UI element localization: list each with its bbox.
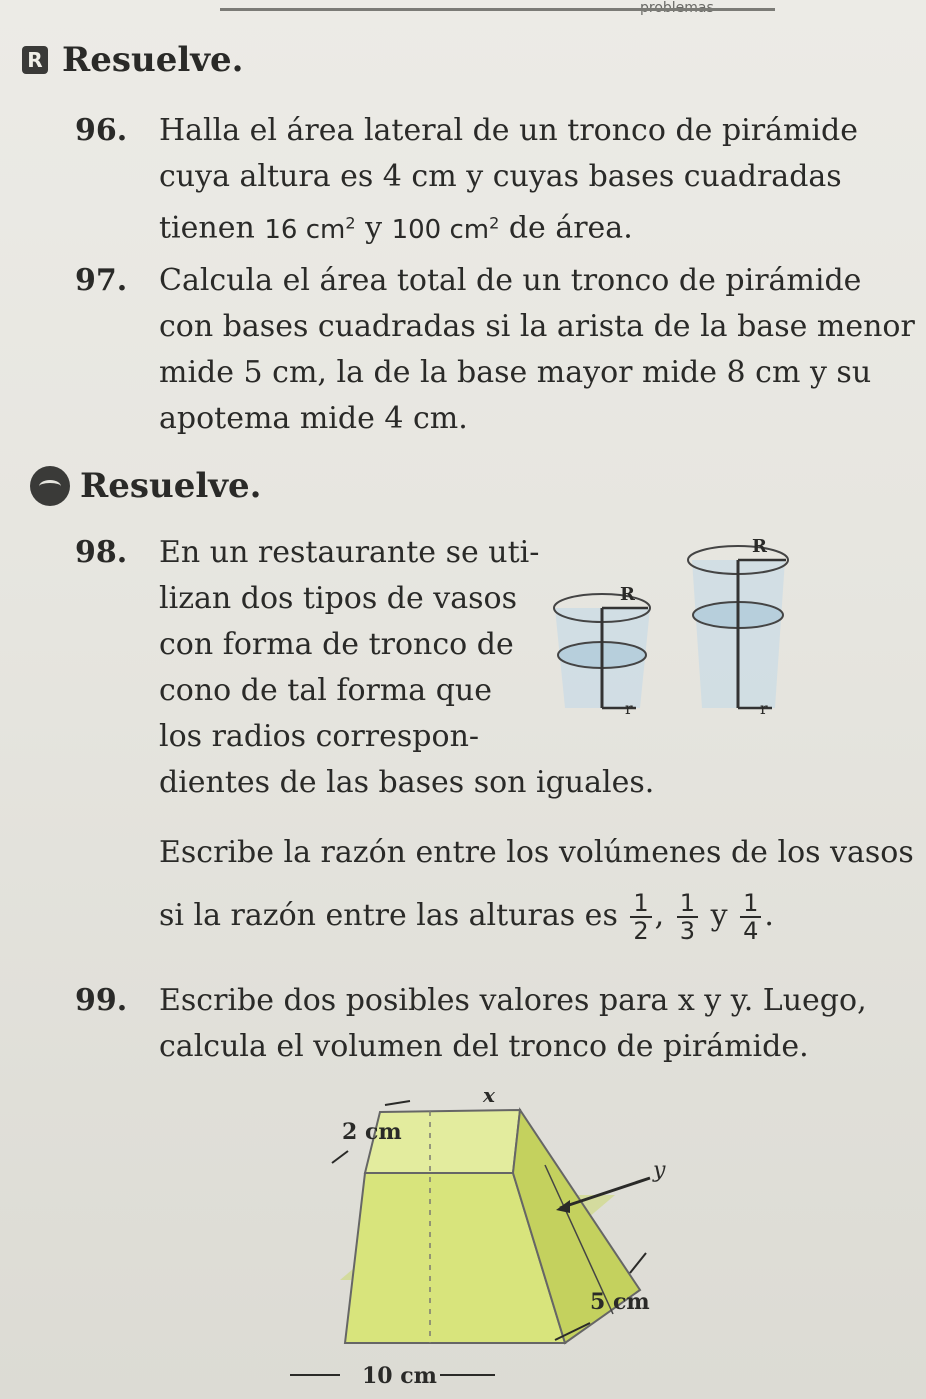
problem-line: Escribe la razón entre los volúmenes de los vasos bbox=[159, 835, 914, 870]
problem-solving-icon bbox=[30, 466, 70, 506]
section-heading-1 bbox=[22, 40, 244, 80]
problem-99 bbox=[75, 978, 867, 1070]
area-value: 16 $cm^2$ bbox=[264, 213, 356, 245]
problem-number: 98. bbox=[75, 535, 128, 570]
problem-line: mide 5 cm, la de la base mayor mide 8 cm y su bbox=[159, 355, 872, 390]
problem-line: con forma de tronco de bbox=[159, 627, 514, 662]
glasses-figure bbox=[540, 530, 800, 740]
problem-line: Calcula el área total de un tronco de pirámide bbox=[159, 263, 862, 298]
conjunction: y bbox=[710, 898, 728, 933]
tall-glass bbox=[688, 536, 788, 718]
frustum-figure bbox=[270, 1075, 690, 1395]
fraction: $\frac{1}{2}$ bbox=[630, 890, 651, 944]
section-title: Resuelve. bbox=[62, 40, 244, 80]
section-title: Resuelve. bbox=[80, 466, 262, 506]
area-value: 100 $cm^2$ bbox=[391, 213, 500, 245]
period: . bbox=[764, 898, 774, 933]
header-rule bbox=[220, 8, 775, 11]
fraction: $\frac{1}{4}$ bbox=[740, 890, 761, 944]
figure-label-top-height: 2 cm bbox=[342, 1119, 402, 1145]
problem-line: Escribe dos posibles valores para x y y. Luego, bbox=[159, 983, 867, 1018]
text-fragment: si la razón entre las alturas es bbox=[159, 898, 618, 933]
problem-line: apotema mide 4 cm. bbox=[159, 401, 468, 436]
fraction: $\frac{1}{3}$ bbox=[677, 890, 698, 944]
r-badge-icon: R bbox=[22, 46, 48, 74]
problem-line: los radios correspon- bbox=[159, 719, 480, 754]
short-glass bbox=[554, 584, 650, 718]
problem-line bbox=[159, 200, 858, 253]
problem-line: cono de tal forma que bbox=[159, 673, 493, 708]
figure-label: R bbox=[620, 584, 635, 605]
problem-line: lizan dos tipos de vasos bbox=[159, 581, 517, 616]
figure-label-side: 5 cm bbox=[590, 1289, 650, 1315]
problem-96 bbox=[75, 108, 858, 253]
figure-label: R bbox=[752, 536, 767, 557]
text-fragment: de área. bbox=[508, 210, 633, 246]
figure-label: r bbox=[625, 699, 633, 718]
comma: , bbox=[654, 898, 665, 933]
figure-label-x: x bbox=[483, 1083, 495, 1107]
section-heading-2 bbox=[30, 466, 262, 506]
conjunction: y bbox=[365, 210, 383, 246]
problem-line: En un restaurante se uti- bbox=[159, 535, 540, 570]
text-fragment: tienen bbox=[159, 210, 255, 246]
problem-number: 99. bbox=[75, 983, 128, 1018]
figure-label: r bbox=[760, 699, 768, 718]
problem-number: 96. bbox=[75, 113, 128, 148]
problem-line: Halla el área lateral de un tronco de pirámide bbox=[159, 113, 858, 148]
problem-line: con bases cuadradas si la arista de la base menor bbox=[159, 309, 915, 344]
figure-label-y: y bbox=[653, 1158, 666, 1183]
problem-line: dientes de las bases son iguales. bbox=[159, 765, 655, 800]
problem-number: 97. bbox=[75, 263, 128, 298]
problem-line: cuya altura es 4 cm y cuyas bases cuadradas bbox=[159, 159, 842, 194]
problem-line bbox=[159, 890, 914, 944]
problem-97 bbox=[75, 258, 915, 442]
problem-line: calcula el volumen del tronco de pirámide. bbox=[159, 1029, 809, 1064]
figure-label-base: 10 cm bbox=[362, 1363, 437, 1389]
